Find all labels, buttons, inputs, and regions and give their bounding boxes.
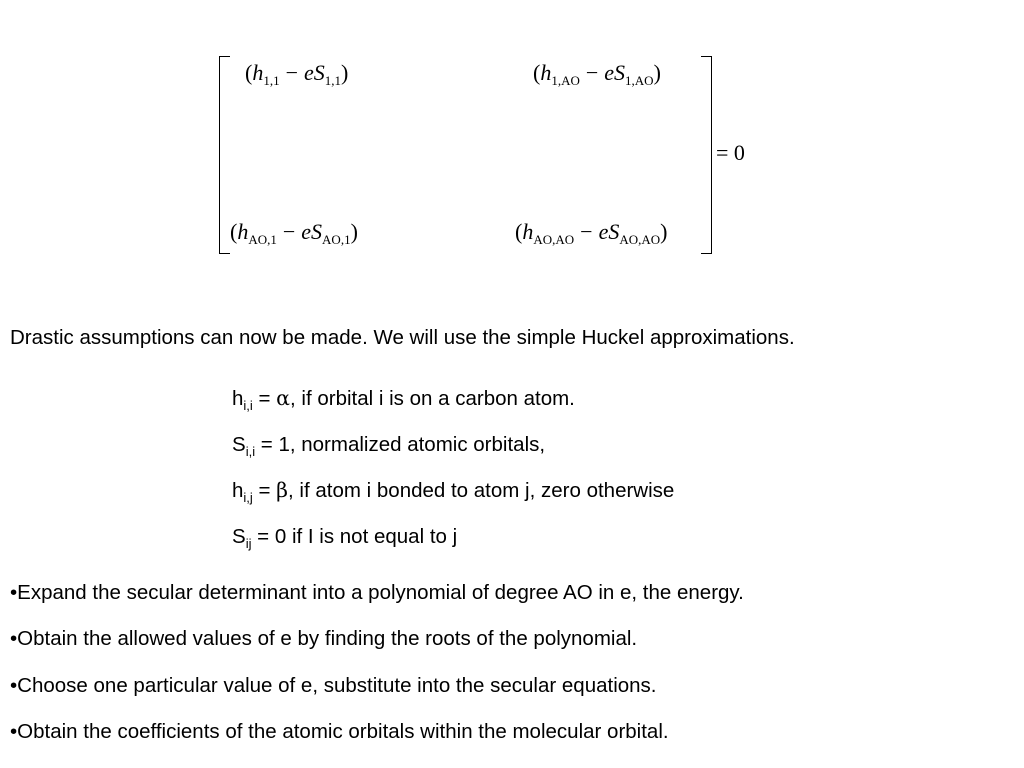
paren-close: ) (660, 219, 668, 244)
paren-open: ( (533, 60, 541, 85)
s-symbol: S (614, 60, 626, 85)
approx-equals: = (255, 433, 279, 456)
equals-zero: = 0 (716, 140, 745, 165)
h-subscript: 1,1 (263, 73, 280, 88)
h-symbol: h (237, 219, 249, 244)
minus-sign: − (585, 60, 599, 85)
e-symbol: e (598, 219, 609, 244)
h-subscript: AO,1 (248, 232, 277, 247)
approx-equals: = (252, 479, 277, 502)
paren-close: ) (653, 60, 661, 85)
approximation-item (232, 432, 545, 459)
approx-equals: = (252, 387, 277, 410)
e-symbol: e (304, 60, 314, 85)
s-subscript: 1,AO (625, 73, 654, 88)
e-symbol: e (301, 219, 312, 244)
h-subscript: AO,AO (533, 232, 575, 247)
paren-open: ( (230, 219, 238, 244)
minus-sign: − (580, 219, 593, 244)
s-subscript: AO,1 (322, 232, 351, 247)
approx-text: 1, normalized atomic orbitals, (278, 433, 546, 456)
approx-symbol: S (232, 525, 246, 548)
beta-symbol: β (276, 478, 289, 502)
matrix-entry-1-ao (533, 60, 661, 86)
h-subscript: 1,AO (551, 73, 580, 88)
paren-close: ) (350, 219, 358, 244)
s-symbol: S (311, 219, 323, 244)
bullet-item: •Obtain the allowed values of e by finding the roots of the polynomial. (10, 627, 638, 650)
approx-subscript: i,j (243, 490, 253, 505)
approx-subscript: i,i (245, 444, 256, 459)
approx-text: 0 if I is not equal to j (274, 525, 458, 548)
intro-text: Drastic assumptions can now be made. We will use the simple Huckel approximations. (10, 326, 795, 349)
matrix-entry-1-1 (245, 60, 348, 86)
bullet-item: •Expand the secular determinant into a polynomial of degree AO in e, the energy. (10, 581, 744, 604)
approx-subscript: ij (245, 536, 252, 551)
bullet-item: •Obtain the coefficients of the atomic orbitals within the molecular orbital. (10, 720, 669, 743)
left-bracket (219, 56, 230, 254)
matrix-entry-ao-1 (230, 219, 358, 245)
s-symbol: S (313, 60, 325, 85)
approx-text: , if atom i bonded to atom j, zero otherwise (288, 479, 675, 502)
matrix-entry-ao-ao (515, 219, 667, 245)
approximation-item (232, 386, 575, 413)
paren-open: ( (515, 219, 523, 244)
right-bracket (701, 56, 712, 254)
minus-sign: − (282, 219, 296, 244)
h-symbol: h (252, 60, 264, 85)
h-symbol: h (540, 60, 552, 85)
approximation-item (232, 524, 457, 551)
s-subscript: 1,1 (324, 73, 342, 88)
approx-symbol: S (232, 433, 246, 456)
approx-equals: = (251, 525, 275, 548)
approx-symbol: h (232, 479, 244, 502)
h-symbol: h (522, 219, 534, 244)
s-subscript: AO,AO (619, 232, 661, 247)
approx-symbol: h (232, 387, 244, 410)
e-symbol: e (604, 60, 615, 85)
approximation-item (232, 478, 674, 505)
s-symbol: S (608, 219, 620, 244)
paren-close: ) (341, 60, 349, 85)
minus-sign: − (285, 60, 298, 85)
alpha-symbol: α (276, 386, 291, 410)
bullet-item: •Choose one particular value of e, substitute into the secular equations. (10, 674, 657, 697)
paren-open: ( (245, 60, 253, 85)
approx-text: , if orbital i is on a carbon atom. (290, 387, 575, 410)
approx-subscript: i,i (243, 398, 253, 413)
